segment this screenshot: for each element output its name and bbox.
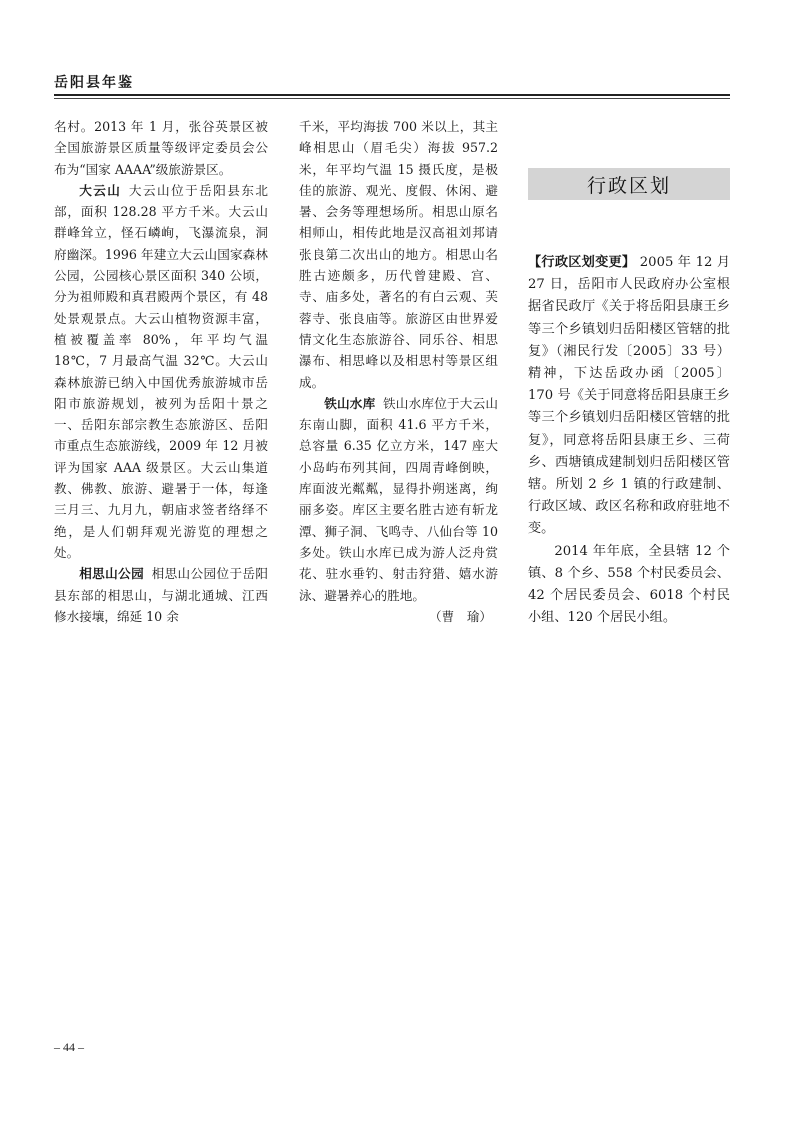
entry-term-xiangsishan: 相思山公园 — [79, 566, 145, 582]
entry-body-xiangsishan: 相思山公园位于岳阳县东部的相思山，与湖北通城、江西修水接壤，绵延 10 余 — [54, 566, 269, 624]
entry-body-admin-change: 2005 年 12 月 27 日，岳阳市人民政府办公室根据省民政厅《关于将岳阳县康王乡等三个乡镇划归岳阳楼区管辖的批复》（湘民行发〔2005〕33 号）精神，下达岳政办函〔2005〕170 号《关于同意将岳阳县康王乡等三个乡镇划归岳阳楼区管辖的批复》，同意将岳阳县康王乡、三荷乡、西塘镇成建制划归岳阳楼区管辖。所划 2 乡 1 镇的行政建制、行政区域、政区名称和政府驻地不变。 — [528, 255, 731, 537]
entry-term-admin-change: 【行政区划变更】 — [528, 255, 636, 270]
entry-term-tieshan: 铁山水库 — [324, 395, 376, 411]
paragraph-zhangguying-end: 名村。2013 年 1 月，张谷英景区被全国旅游景区质量等级评定委员会公布为“国家 AAAA”级旅游景区。 — [54, 119, 268, 177]
paragraph-admin-stats: 2014 年年底，全县辖 12 个镇、8 个乡、558 个村民委员会、42 个居民委员会、6018 个村民小组、120 个居民小组。 — [528, 543, 730, 626]
paragraph-xiangsishan — [54, 563, 268, 627]
header-rule-thick — [54, 94, 730, 96]
section-title-box — [528, 168, 730, 200]
paragraph-admin-change — [528, 252, 730, 541]
entry-term-dayunshan: 大云山 — [79, 182, 122, 198]
entry-body-tieshan: 铁山水库位于大云山东南山脚，面积 41.6 平方千米，总容量 6.35 亿立方米，147 座大小岛屿布列其间，四周青峰倒映，库面波光粼粼，显得扑朔迷离，绚丽多姿。库区主要名胜古迹有斩龙潭、狮子洞、飞鸣寺、八仙台等 10 多处。铁山水库已成为游人泛舟赏花、驻水垂钓、射击狩猎、嬉水游泳、避暑养心的胜地。 — [299, 395, 499, 603]
author-signature: （曹 瑜） — [429, 608, 492, 624]
paragraph-tieshan-reservoir — [299, 393, 498, 606]
column-middle — [299, 116, 498, 627]
section-title: 行政区划 — [586, 174, 671, 197]
paragraph-xiangsishan-cont: 千米，平均海拔 700 米以上，其主峰相思山（眉毛尖）海拔 957.2 米，年平均气温 15 摄氏度，是极佳的旅游、观光、度假、休闲、避暑、会务等理想场所。相思山原名相师山，相传此地是汉高祖刘邦请张良第二次出山的地方。相思山名胜古迹颇多，历代曾建殿、宫、寺、庙多处，著名的有白云观、芙蓉寺、张良庙等。旅游区由世界爱情文化生态旅游谷、同乐谷、相思瀑布、相思峰以及相思村等景区组成。 — [299, 119, 498, 390]
column-right — [528, 252, 730, 629]
header-rule-thin — [54, 98, 730, 99]
running-header: 岳阳县年鉴 — [54, 75, 134, 91]
entry-body-dayunshan: 大云山位于岳阳县东北部，面积 128.28 平方千米。大云山群峰耸立，怪石嶙峋，飞瀑流泉，洞府幽深。1996 年建立大云山国家森林公园，公园核心景区面积 340 公顷，分为祖师殿和真君殿两个景区，有 48 处景观景点。大云山植物资源丰富，植被覆盖率 80%，年平均气温 18℃，7 月最高气温 32℃。大云山森林旅游已纳入中国优秀旅游城市岳阳市旅游规划，被列为岳阳十景之一、岳阳东部宗教生态旅游区、岳阳市重点生态旅游线，2009 年 12 月被评为国家 AAA 级景区。大云山集道教、佛教、旅游、避暑于一体，每逢三月三、九月九，朝庙求签者络绎不绝，是人们朝拜观光游览的理想之处。 — [54, 182, 269, 560]
page-number: – 44 – — [54, 1040, 84, 1054]
column-left — [54, 116, 268, 627]
paragraph-dayunshan — [54, 180, 268, 563]
